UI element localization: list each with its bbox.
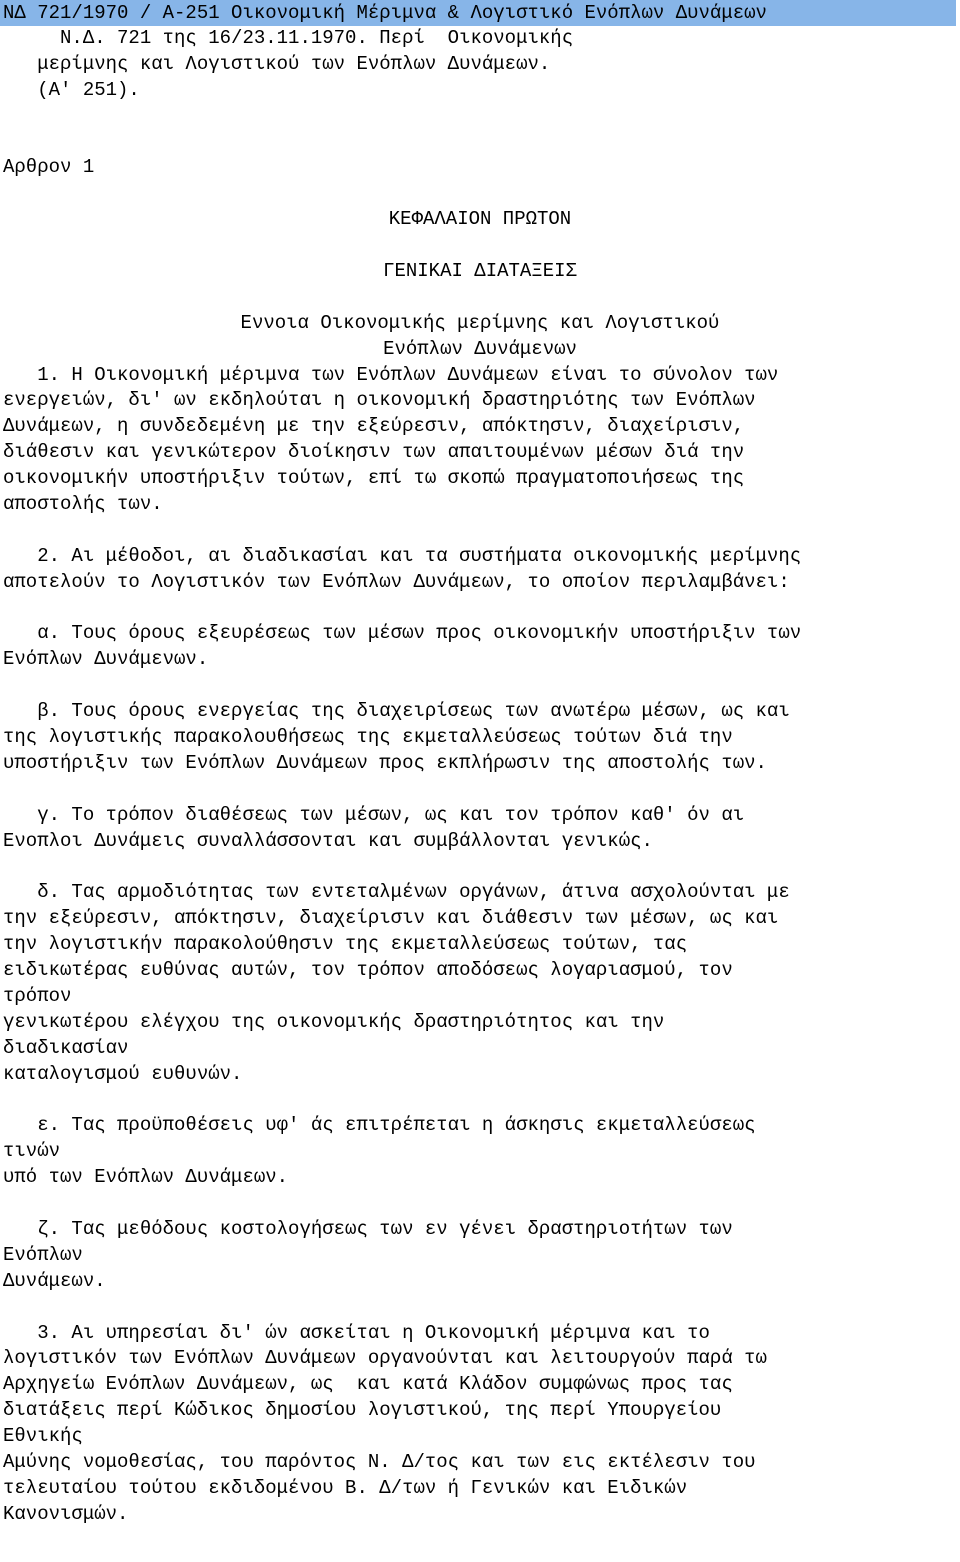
paragraph-line: ενεργειών, δι' ων εκδηλούται η οικονομική δραστηριότης των Ενόπλων	[3, 389, 756, 412]
paragraph	[0, 1113, 960, 1191]
paragraph	[0, 363, 960, 518]
paragraph-line: αποστολής των.	[3, 493, 163, 516]
paragraph-line: την εξεύρεσιν, απόκτησιν, διαχείρισιν και διάθεσιν των μέσων, ως και	[3, 907, 779, 930]
paragraph-line: αποτελούν το Λογιστικόν των Ενόπλων Δυνάμεων, το οποίον περιλαμβάνει:	[3, 570, 790, 593]
paragraph	[0, 1217, 960, 1295]
paragraph-line: Δυνάμεων, η συνδεδεμένη με την εξεύρεσιν, απόκτησιν, διαχείρισιν,	[3, 415, 745, 438]
paragraph-line: λογιστικόν των Ενόπλων Δυνάμεων οργανούνται και λειτουργούν παρά τω	[3, 1347, 767, 1370]
intro-line: Ν.Δ. 721 της 16/23.11.1970. Περί Οικονομικής	[3, 27, 574, 49]
paragraph-line: τελευταίου τούτου εκδιδομένου Β. Δ/των ή Γενικών και Ειδικών	[3, 1476, 688, 1499]
paragraph-line: Εθνικής	[3, 1425, 83, 1448]
paragraph	[0, 803, 960, 855]
paragraph-line: α. Τους όρους εξευρέσεως των μέσων προς οικονομικήν υποστήριξιν των	[3, 622, 802, 645]
paragraph	[0, 699, 960, 777]
paragraph-line: τρόπον	[3, 984, 72, 1007]
intro-block	[0, 26, 960, 104]
paragraph	[0, 880, 960, 1087]
paragraph-line: Αρχηγείω Ενόπλων Δυνάμεων, ως και κατά Κλάδον συμφώνως προς τας	[3, 1373, 733, 1396]
paragraph-line: Ενοπλοι Δυνάμεις συναλλάσσονται και συμβάλλονται γενικώς.	[3, 829, 653, 852]
article-subtitle: Εννοια Οικονομικής μερίμνης και Λογιστικού	[240, 311, 720, 334]
paragraph	[0, 1321, 960, 1528]
paragraph-line: ζ. Τας μεθόδους κοστολογήσεως των εν γένει δραστηριοτήτων των	[3, 1217, 733, 1240]
intro-line: μερίμνης και Λογιστικού των Ενόπλων Δυνάμεων.	[3, 52, 551, 75]
section-heading: ΓΕΝΙΚΑΙ ΔΙΑΤΑΞΕΙΣ	[383, 260, 577, 283]
paragraph	[0, 621, 960, 673]
paragraph-line: την λογιστικήν παρακολούθησιν της εκμεταλλεύσεως τούτων, τας	[3, 933, 688, 956]
paragraph-line: οικονομικήν υποστήριξιν τούτων, επί τω σκοπώ πραγματοποιήσεως της	[3, 467, 745, 490]
article-heading: Αρθρον 1	[3, 156, 95, 179]
paragraph-line: Δυνάμεων.	[3, 1269, 106, 1292]
paragraph-line: ε. Τας προϋποθέσεις υφ' άς επιτρέπεται η άσκησις εκμεταλλεύσεως	[3, 1114, 756, 1137]
paragraph-line: γενικωτέρου ελέγχου της οικονομικής δραστηριότητος και την	[3, 1010, 665, 1033]
paragraph-line: καταλογισμού ευθυνών.	[3, 1062, 243, 1085]
paragraph-line: Κανονισμών.	[3, 1502, 129, 1525]
paragraph-line: τινών	[3, 1140, 61, 1163]
paragraph-line: 2. Αι μέθοδοι, αι διαδικασίαι και τα συστήματα οικονομικής μερίμνης	[3, 544, 802, 567]
paragraph-line: δ. Τας αρμοδιότητας των εντεταλμένων οργάνων, άτινα ασχολούνται με	[3, 881, 790, 904]
document-title: ΝΔ 721/1970 / Α-251 Οικονομική Μέριμνα & Λογιστικό Ενόπλων Δυνάμεων	[0, 0, 956, 26]
paragraph-line: υπό των Ενόπλων Δυνάμεων.	[3, 1166, 289, 1189]
chapter-heading: ΚΕΦΑΛΑΙΟΝ ΠΡΩΤΟΝ	[388, 208, 572, 231]
paragraph-line: Ενόπλων Δυνάμενων.	[3, 648, 209, 671]
paragraph-line: 1. Η Οικονομική μέριμνα των Ενόπλων Δυνάμεων είναι το σύνολον των	[3, 363, 779, 386]
paragraph-line: της λογιστικής παρακολουθήσεως της εκμεταλλεύσεως τούτων διά την	[3, 726, 733, 749]
paragraph-line: β. Τους όρους ενεργείας της διαχειρίσεως των ανωτέρω μέσων, ως και	[3, 700, 790, 723]
paragraph-line: Ενόπλων	[3, 1243, 83, 1266]
article-body	[0, 363, 960, 1528]
paragraph-line: Αμύνης νομοθεσίας, του παρόντος Ν. Δ/τος και των εις εκτέλεσιν του	[3, 1450, 756, 1473]
paragraph-line: διατάξεις περί Κώδικος δημοσίου λογιστικού, της περί Υπουργείου	[3, 1399, 722, 1422]
paragraph-line: διαδικασίαν	[3, 1036, 129, 1059]
paragraph-line: υποστήριξιν των Ενόπλων Δυνάμεων προς εκπλήρωσιν της αποστολής των.	[3, 751, 767, 774]
intro-line: (Α' 251).	[3, 78, 140, 101]
paragraph-line: ειδικωτέρας ευθύνας αυτών, τον τρόπον αποδόσεως λογαριασμού, τον	[3, 959, 733, 982]
paragraph-line: διάθεσιν και γενικώτερον διοίκησιν των απαιτουμένων μέσων διά την	[3, 441, 745, 464]
article-subtitle: Ενόπλων Δυνάμενων	[383, 337, 577, 360]
paragraph-line: 3. Αι υπηρεσίαι δι' ών ασκείται η Οικονομική μέριμνα και το	[3, 1321, 710, 1344]
paragraph-line: γ. Το τρόπον διαθέσεως των μέσων, ως και τον τρόπον καθ' όν αι	[3, 803, 745, 826]
paragraph	[0, 544, 960, 596]
